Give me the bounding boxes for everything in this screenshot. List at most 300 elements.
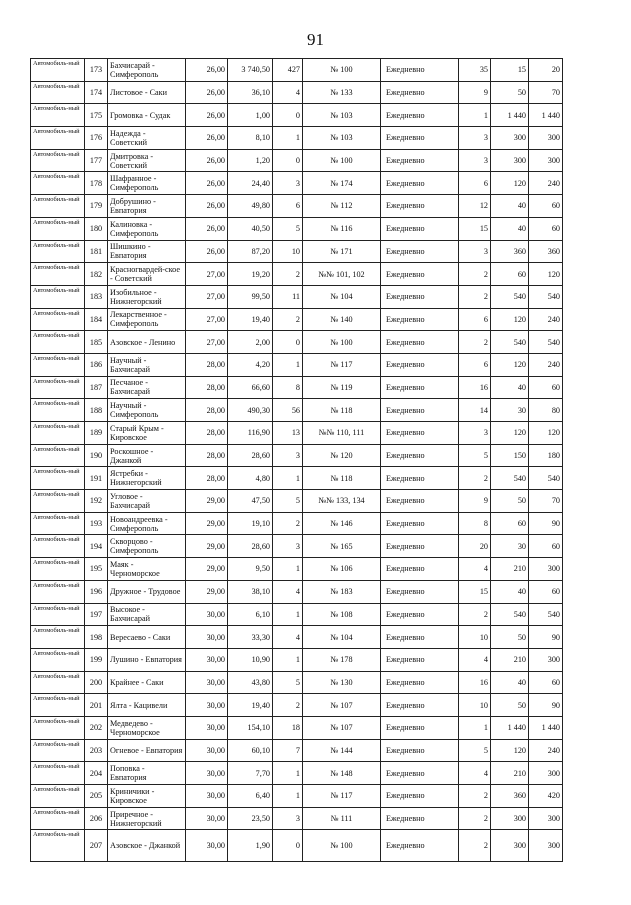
- trips-cell: 3: [459, 127, 491, 150]
- trips-cell: 14: [459, 399, 491, 422]
- count-cell: 3: [273, 444, 303, 467]
- distance-cell: 28,00: [186, 467, 228, 490]
- table-row: [31, 467, 563, 490]
- distance-cell: 26,00: [186, 240, 228, 263]
- route-name-cell: Громовка - Судак: [108, 104, 186, 127]
- count-cell: 2: [273, 694, 303, 717]
- document-number-cell: № 130: [303, 671, 381, 694]
- route-number-cell: 207: [85, 830, 108, 862]
- table-row: [31, 694, 563, 717]
- route-number-cell: 199: [85, 648, 108, 671]
- route-name-cell: Старый Крым - Кировское: [108, 422, 186, 445]
- interval-max-cell: 70: [529, 490, 563, 513]
- trips-cell: 10: [459, 694, 491, 717]
- interval-min-cell: 50: [491, 626, 529, 649]
- distance-cell: 26,00: [186, 195, 228, 218]
- schedule-cell: Ежедневно: [381, 671, 459, 694]
- document-number-cell: № 111: [303, 807, 381, 830]
- interval-min-cell: 40: [491, 217, 529, 240]
- distance-cell: 30,00: [186, 671, 228, 694]
- count-cell: 1: [273, 785, 303, 808]
- transport-type-cell: Автомобиль-ный: [31, 467, 85, 490]
- value-cell: 6,10: [228, 603, 273, 626]
- trips-cell: 8: [459, 512, 491, 535]
- document-number-cell: № 120: [303, 444, 381, 467]
- table-row: [31, 490, 563, 513]
- schedule-cell: Ежедневно: [381, 308, 459, 331]
- interval-min-cell: 360: [491, 785, 529, 808]
- count-cell: 1: [273, 353, 303, 376]
- distance-cell: 30,00: [186, 648, 228, 671]
- table-row: [31, 195, 563, 218]
- interval-min-cell: 60: [491, 263, 529, 286]
- route-name-cell: Дружное - Трудовое: [108, 580, 186, 603]
- trips-cell: 10: [459, 626, 491, 649]
- document-number-cell: № 117: [303, 785, 381, 808]
- trips-cell: 6: [459, 353, 491, 376]
- value-cell: 19,40: [228, 308, 273, 331]
- transport-type-cell: Автомобиль-ный: [31, 807, 85, 830]
- schedule-cell: Ежедневно: [381, 104, 459, 127]
- interval-min-cell: 210: [491, 648, 529, 671]
- route-number-cell: 176: [85, 127, 108, 150]
- count-cell: 0: [273, 149, 303, 172]
- schedule-cell: Ежедневно: [381, 648, 459, 671]
- trips-cell: 2: [459, 285, 491, 308]
- trips-cell: 3: [459, 240, 491, 263]
- table-row: [31, 785, 563, 808]
- route-number-cell: 190: [85, 444, 108, 467]
- route-name-cell: Азовское - Джанкой: [108, 830, 186, 862]
- transport-type-cell: Автомобиль-ный: [31, 263, 85, 286]
- interval-min-cell: 50: [491, 490, 529, 513]
- document-number-cell: № 118: [303, 399, 381, 422]
- document-number-cell: № 104: [303, 626, 381, 649]
- route-name-cell: Бахчисарай - Симферополь: [108, 59, 186, 82]
- interval-max-cell: 90: [529, 626, 563, 649]
- route-number-cell: 183: [85, 285, 108, 308]
- interval-min-cell: 1 440: [491, 716, 529, 739]
- schedule-cell: Ежедневно: [381, 467, 459, 490]
- value-cell: 36,10: [228, 81, 273, 104]
- document-number-cell: № 100: [303, 830, 381, 862]
- value-cell: 40,50: [228, 217, 273, 240]
- count-cell: 5: [273, 671, 303, 694]
- interval-max-cell: 180: [529, 444, 563, 467]
- transport-type-cell: Автомобиль-ный: [31, 603, 85, 626]
- route-name-cell: Скворцово - Симферополь: [108, 535, 186, 558]
- transport-type-cell: Автомобиль-ный: [31, 217, 85, 240]
- route-number-cell: 206: [85, 807, 108, 830]
- table-row: [31, 127, 563, 150]
- interval-min-cell: 40: [491, 671, 529, 694]
- count-cell: 11: [273, 285, 303, 308]
- transport-type-cell: Автомобиль-ный: [31, 762, 85, 785]
- distance-cell: 26,00: [186, 59, 228, 82]
- distance-cell: 30,00: [186, 830, 228, 862]
- trips-cell: 2: [459, 467, 491, 490]
- document-number-cell: № 144: [303, 739, 381, 762]
- transport-type-cell: Автомобиль-ный: [31, 195, 85, 218]
- distance-cell: 30,00: [186, 603, 228, 626]
- schedule-cell: Ежедневно: [381, 240, 459, 263]
- trips-cell: 2: [459, 263, 491, 286]
- route-name-cell: Лекарственное - Симферополь: [108, 308, 186, 331]
- transport-type-cell: Автомобиль-ный: [31, 512, 85, 535]
- route-name-cell: Калиновка - Симферополь: [108, 217, 186, 240]
- trips-cell: 2: [459, 331, 491, 354]
- distance-cell: 30,00: [186, 807, 228, 830]
- value-cell: 4,80: [228, 467, 273, 490]
- transport-type-cell: Автомобиль-ный: [31, 671, 85, 694]
- table-row: [31, 399, 563, 422]
- document-number-cell: № 100: [303, 149, 381, 172]
- transport-type-cell: Автомобиль-ный: [31, 59, 85, 82]
- value-cell: 19,40: [228, 694, 273, 717]
- document-number-cell: №№ 110, 111: [303, 422, 381, 445]
- transport-type-cell: Автомобиль-ный: [31, 331, 85, 354]
- document-number-cell: №№ 133, 134: [303, 490, 381, 513]
- trips-cell: 2: [459, 830, 491, 862]
- trips-cell: 6: [459, 172, 491, 195]
- transport-type-cell: Автомобиль-ный: [31, 399, 85, 422]
- transport-type-cell: Автомобиль-ный: [31, 149, 85, 172]
- count-cell: 13: [273, 422, 303, 445]
- document-number-cell: №№ 101, 102: [303, 263, 381, 286]
- interval-max-cell: 240: [529, 353, 563, 376]
- value-cell: 19,10: [228, 512, 273, 535]
- table-row: [31, 535, 563, 558]
- distance-cell: 30,00: [186, 762, 228, 785]
- value-cell: 10,90: [228, 648, 273, 671]
- trips-cell: 16: [459, 671, 491, 694]
- route-name-cell: Надежда - Советский: [108, 127, 186, 150]
- route-name-cell: Добрушино - Евпатория: [108, 195, 186, 218]
- value-cell: 7,70: [228, 762, 273, 785]
- distance-cell: 28,00: [186, 376, 228, 399]
- route-name-cell: Ястребки - Нижнегорский: [108, 467, 186, 490]
- schedule-cell: Ежедневно: [381, 217, 459, 240]
- route-name-cell: Ялта - Кацивели: [108, 694, 186, 717]
- schedule-cell: Ежедневно: [381, 149, 459, 172]
- transport-type-cell: Автомобиль-ный: [31, 353, 85, 376]
- count-cell: 7: [273, 739, 303, 762]
- document-number-cell: № 112: [303, 195, 381, 218]
- transport-type-cell: Автомобиль-ный: [31, 535, 85, 558]
- interval-max-cell: 540: [529, 285, 563, 308]
- interval-min-cell: 60: [491, 512, 529, 535]
- trips-cell: 2: [459, 807, 491, 830]
- table-row: [31, 81, 563, 104]
- interval-min-cell: 120: [491, 172, 529, 195]
- trips-cell: 15: [459, 217, 491, 240]
- count-cell: 4: [273, 81, 303, 104]
- value-cell: 43,80: [228, 671, 273, 694]
- trips-cell: 3: [459, 422, 491, 445]
- trips-cell: 1: [459, 104, 491, 127]
- schedule-cell: Ежедневно: [381, 285, 459, 308]
- distance-cell: 30,00: [186, 739, 228, 762]
- distance-cell: 27,00: [186, 285, 228, 308]
- count-cell: 1: [273, 127, 303, 150]
- table-row: [31, 240, 563, 263]
- route-number-cell: 200: [85, 671, 108, 694]
- route-name-cell: Шишкино - Евпатория: [108, 240, 186, 263]
- document-number-cell: № 104: [303, 285, 381, 308]
- table-row: [31, 807, 563, 830]
- distance-cell: 30,00: [186, 785, 228, 808]
- route-number-cell: 202: [85, 716, 108, 739]
- schedule-cell: Ежедневно: [381, 422, 459, 445]
- interval-min-cell: 120: [491, 739, 529, 762]
- count-cell: 6: [273, 195, 303, 218]
- trips-cell: 16: [459, 376, 491, 399]
- count-cell: 2: [273, 512, 303, 535]
- interval-min-cell: 40: [491, 580, 529, 603]
- distance-cell: 26,00: [186, 217, 228, 240]
- interval-max-cell: 20: [529, 59, 563, 82]
- count-cell: 1: [273, 467, 303, 490]
- route-name-cell: Высокое - Бахчисарай: [108, 603, 186, 626]
- trips-cell: 2: [459, 785, 491, 808]
- count-cell: 1: [273, 648, 303, 671]
- distance-cell: 30,00: [186, 694, 228, 717]
- interval-max-cell: 540: [529, 331, 563, 354]
- value-cell: 60,10: [228, 739, 273, 762]
- route-name-cell: Поповка - Евпатория: [108, 762, 186, 785]
- interval-min-cell: 300: [491, 830, 529, 862]
- route-name-cell: Изобильное - Нижнегорский: [108, 285, 186, 308]
- transport-type-cell: Автомобиль-ный: [31, 716, 85, 739]
- value-cell: 99,50: [228, 285, 273, 308]
- interval-max-cell: 300: [529, 830, 563, 862]
- schedule-cell: Ежедневно: [381, 716, 459, 739]
- value-cell: 3 740,50: [228, 59, 273, 82]
- count-cell: 1: [273, 762, 303, 785]
- value-cell: 116,90: [228, 422, 273, 445]
- interval-max-cell: 300: [529, 558, 563, 581]
- distance-cell: 27,00: [186, 263, 228, 286]
- route-name-cell: Приречное - Нижнегорский: [108, 807, 186, 830]
- interval-min-cell: 300: [491, 807, 529, 830]
- route-name-cell: Роскошное - Джанкой: [108, 444, 186, 467]
- document-number-cell: № 117: [303, 353, 381, 376]
- transport-type-cell: Автомобиль-ный: [31, 444, 85, 467]
- routes-table: [30, 58, 563, 862]
- table-row: [31, 172, 563, 195]
- interval-min-cell: 120: [491, 308, 529, 331]
- document-number-cell: № 171: [303, 240, 381, 263]
- transport-type-cell: Автомобиль-ный: [31, 127, 85, 150]
- route-name-cell: Шафранное - Симферополь: [108, 172, 186, 195]
- value-cell: 1,20: [228, 149, 273, 172]
- count-cell: 3: [273, 535, 303, 558]
- interval-max-cell: 1 440: [529, 716, 563, 739]
- interval-min-cell: 540: [491, 603, 529, 626]
- trips-cell: 4: [459, 762, 491, 785]
- route-number-cell: 189: [85, 422, 108, 445]
- route-name-cell: Медведево - Черноморское: [108, 716, 186, 739]
- route-name-cell: Криничики - Кировское: [108, 785, 186, 808]
- route-number-cell: 204: [85, 762, 108, 785]
- interval-min-cell: 15: [491, 59, 529, 82]
- transport-type-cell: Автомобиль-ный: [31, 785, 85, 808]
- transport-type-cell: Автомобиль-ный: [31, 285, 85, 308]
- interval-max-cell: 300: [529, 648, 563, 671]
- trips-cell: 5: [459, 444, 491, 467]
- interval-min-cell: 1 440: [491, 104, 529, 127]
- trips-cell: 15: [459, 580, 491, 603]
- transport-type-cell: Автомобиль-ный: [31, 376, 85, 399]
- schedule-cell: Ежедневно: [381, 399, 459, 422]
- table-row: [31, 308, 563, 331]
- transport-type-cell: Автомобиль-ный: [31, 739, 85, 762]
- table-row: [31, 671, 563, 694]
- interval-max-cell: 60: [529, 671, 563, 694]
- table-row: [31, 149, 563, 172]
- schedule-cell: Ежедневно: [381, 785, 459, 808]
- route-name-cell: Лушино - Евпатория: [108, 648, 186, 671]
- route-number-cell: 198: [85, 626, 108, 649]
- document-number-cell: № 107: [303, 716, 381, 739]
- document-number-cell: № 140: [303, 308, 381, 331]
- value-cell: 24,40: [228, 172, 273, 195]
- interval-min-cell: 30: [491, 399, 529, 422]
- table-row: [31, 217, 563, 240]
- document-number-cell: № 116: [303, 217, 381, 240]
- trips-cell: 5: [459, 739, 491, 762]
- route-number-cell: 179: [85, 195, 108, 218]
- table-row: [31, 558, 563, 581]
- trips-cell: 12: [459, 195, 491, 218]
- table-row: [31, 331, 563, 354]
- count-cell: 0: [273, 331, 303, 354]
- count-cell: 5: [273, 490, 303, 513]
- route-number-cell: 201: [85, 694, 108, 717]
- transport-type-cell: Автомобиль-ный: [31, 830, 85, 862]
- distance-cell: 26,00: [186, 149, 228, 172]
- route-number-cell: 197: [85, 603, 108, 626]
- interval-max-cell: 540: [529, 467, 563, 490]
- trips-cell: 6: [459, 308, 491, 331]
- value-cell: 1,90: [228, 830, 273, 862]
- interval-min-cell: 40: [491, 376, 529, 399]
- document-number-cell: № 103: [303, 104, 381, 127]
- route-number-cell: 191: [85, 467, 108, 490]
- route-number-cell: 182: [85, 263, 108, 286]
- value-cell: 4,20: [228, 353, 273, 376]
- value-cell: 28,60: [228, 535, 273, 558]
- interval-max-cell: 240: [529, 308, 563, 331]
- trips-cell: 35: [459, 59, 491, 82]
- document-number-cell: № 174: [303, 172, 381, 195]
- value-cell: 9,50: [228, 558, 273, 581]
- schedule-cell: Ежедневно: [381, 626, 459, 649]
- schedule-cell: Ежедневно: [381, 353, 459, 376]
- transport-type-cell: Автомобиль-ный: [31, 490, 85, 513]
- route-name-cell: Угловое - Бахчисарай: [108, 490, 186, 513]
- route-name-cell: Дмитровка - Советский: [108, 149, 186, 172]
- table-row: [31, 739, 563, 762]
- count-cell: 3: [273, 172, 303, 195]
- count-cell: 2: [273, 263, 303, 286]
- document-number-cell: № 118: [303, 467, 381, 490]
- route-number-cell: 178: [85, 172, 108, 195]
- value-cell: 2,00: [228, 331, 273, 354]
- route-number-cell: 196: [85, 580, 108, 603]
- route-number-cell: 192: [85, 490, 108, 513]
- interval-max-cell: 60: [529, 195, 563, 218]
- interval-max-cell: 70: [529, 81, 563, 104]
- count-cell: 1: [273, 558, 303, 581]
- value-cell: 49,80: [228, 195, 273, 218]
- value-cell: 6,40: [228, 785, 273, 808]
- interval-min-cell: 30: [491, 535, 529, 558]
- route-name-cell: Песчаное - Бахчисарай: [108, 376, 186, 399]
- transport-type-cell: Автомобиль-ный: [31, 648, 85, 671]
- interval-max-cell: 240: [529, 172, 563, 195]
- route-name-cell: Маяк - Черноморское: [108, 558, 186, 581]
- route-name-cell: Научный - Бахчисарай: [108, 353, 186, 376]
- interval-min-cell: 540: [491, 285, 529, 308]
- schedule-cell: Ежедневно: [381, 195, 459, 218]
- interval-min-cell: 540: [491, 467, 529, 490]
- transport-type-cell: Автомобиль-ный: [31, 558, 85, 581]
- count-cell: 56: [273, 399, 303, 422]
- schedule-cell: Ежедневно: [381, 512, 459, 535]
- document-number-cell: № 165: [303, 535, 381, 558]
- table-row: [31, 716, 563, 739]
- route-name-cell: Вересаево - Саки: [108, 626, 186, 649]
- distance-cell: 28,00: [186, 444, 228, 467]
- distance-cell: 26,00: [186, 104, 228, 127]
- transport-type-cell: Автомобиль-ный: [31, 308, 85, 331]
- document-number-cell: № 148: [303, 762, 381, 785]
- transport-type-cell: Автомобиль-ный: [31, 580, 85, 603]
- route-number-cell: 177: [85, 149, 108, 172]
- interval-max-cell: 120: [529, 263, 563, 286]
- trips-cell: 2: [459, 603, 491, 626]
- table-row: [31, 353, 563, 376]
- transport-type-cell: Автомобиль-ный: [31, 422, 85, 445]
- interval-max-cell: 60: [529, 580, 563, 603]
- value-cell: 490,30: [228, 399, 273, 422]
- route-number-cell: 184: [85, 308, 108, 331]
- count-cell: 4: [273, 626, 303, 649]
- interval-max-cell: 120: [529, 422, 563, 445]
- schedule-cell: Ежедневно: [381, 558, 459, 581]
- distance-cell: 29,00: [186, 580, 228, 603]
- interval-min-cell: 50: [491, 694, 529, 717]
- interval-max-cell: 300: [529, 807, 563, 830]
- route-name-cell: Научный - Симферополь: [108, 399, 186, 422]
- document-number-cell: № 106: [303, 558, 381, 581]
- table-row: [31, 104, 563, 127]
- route-number-cell: 194: [85, 535, 108, 558]
- table-row: [31, 263, 563, 286]
- transport-type-cell: Автомобиль-ный: [31, 626, 85, 649]
- schedule-cell: Ежедневно: [381, 535, 459, 558]
- trips-cell: 1: [459, 716, 491, 739]
- schedule-cell: Ежедневно: [381, 59, 459, 82]
- schedule-cell: Ежедневно: [381, 762, 459, 785]
- value-cell: 8,10: [228, 127, 273, 150]
- table-row: [31, 444, 563, 467]
- distance-cell: 29,00: [186, 490, 228, 513]
- count-cell: 18: [273, 716, 303, 739]
- count-cell: 5: [273, 217, 303, 240]
- route-number-cell: 181: [85, 240, 108, 263]
